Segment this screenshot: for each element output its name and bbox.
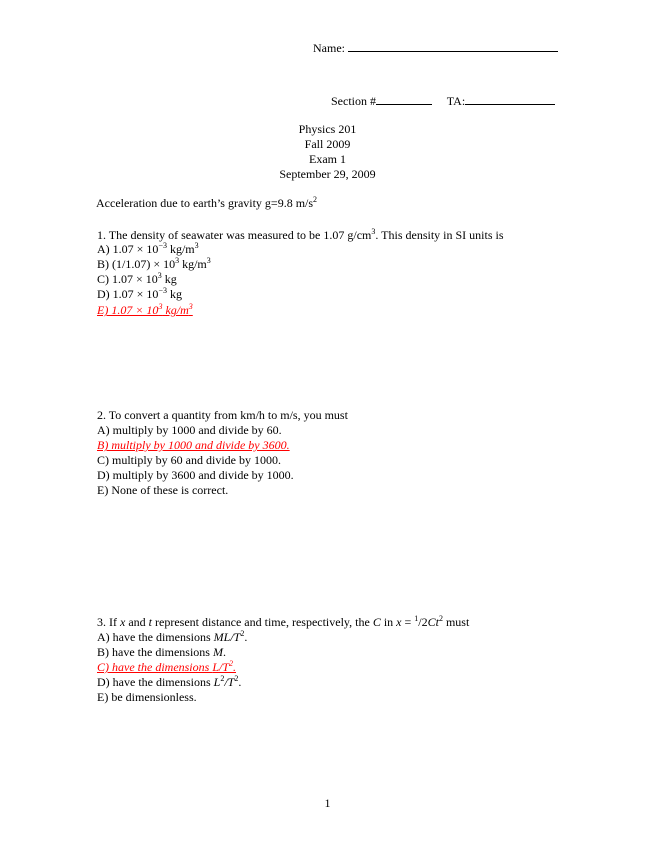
q2-option-d: D) multiply by 3600 and divide by 1000.	[97, 468, 294, 482]
q2-option-a: A) multiply by 1000 and divide by 60.	[97, 423, 282, 437]
q2-stem: 2. To convert a quantity from km/h to m/s, you must	[97, 408, 348, 422]
course-title: Physics 201	[298, 122, 357, 136]
ta-label: TA:	[446, 94, 466, 108]
term: Fall 2009	[304, 137, 351, 151]
q1-stem: 1. The density of seawater was measured to be 1.07 $g/cm^3$. This density in SI units is	[97, 227, 504, 242]
q1-option-c: C) $1.07 \times 10^3$ kg	[97, 271, 177, 286]
q3-option-d: D) have the dimensions $L^2/T^2$.	[97, 674, 242, 689]
section-label: Section #	[331, 94, 376, 108]
page-number: 1	[324, 796, 331, 810]
section-ta-line	[331, 93, 555, 108]
q1-option-a: A) $1.07 \times 10^{-3}$ $kg/m^3$	[97, 241, 199, 256]
exam-date: September 29, 2009	[279, 167, 376, 181]
gravity-note: Acceleration due to earth’s gravity g=9.8 $m/s^2$	[96, 195, 318, 210]
q2-option-b-correct: B) multiply by 1000 and divide by 3600.	[97, 438, 290, 452]
ta-blank	[465, 93, 555, 105]
q2-option-e: E) None of these is correct.	[97, 483, 229, 497]
q1-option-e-correct: E) $1.07 \times 10^3$ $kg/m^3$	[97, 302, 193, 317]
q3-option-c-correct: C) have the dimensions $L/T^2$.	[97, 659, 236, 674]
q3-option-e: E) be dimensionless.	[97, 690, 197, 704]
q1-option-d: D) $1.07 \times 10^{-3}$ kg	[97, 286, 182, 301]
exam-title: Exam 1	[309, 152, 346, 166]
q3-option-a: A) have the dimensions $ML/T^2$.	[97, 629, 248, 644]
q3-option-b: B) have the dimensions M.	[97, 645, 226, 659]
q3-stem: 3. If x and t represent distance and time, respectively, the C in $x = ^1/2Ct^2$ must	[97, 614, 470, 629]
q1-option-b: B) $(1/1.07) \times 10^3$ $kg/m^3$	[97, 256, 211, 271]
section-blank	[376, 93, 432, 105]
name-field	[313, 40, 558, 55]
name-label: Name:	[313, 41, 345, 55]
name-blank	[348, 40, 558, 52]
q2-option-c: C) multiply by 60 and divide by 1000.	[97, 453, 281, 467]
